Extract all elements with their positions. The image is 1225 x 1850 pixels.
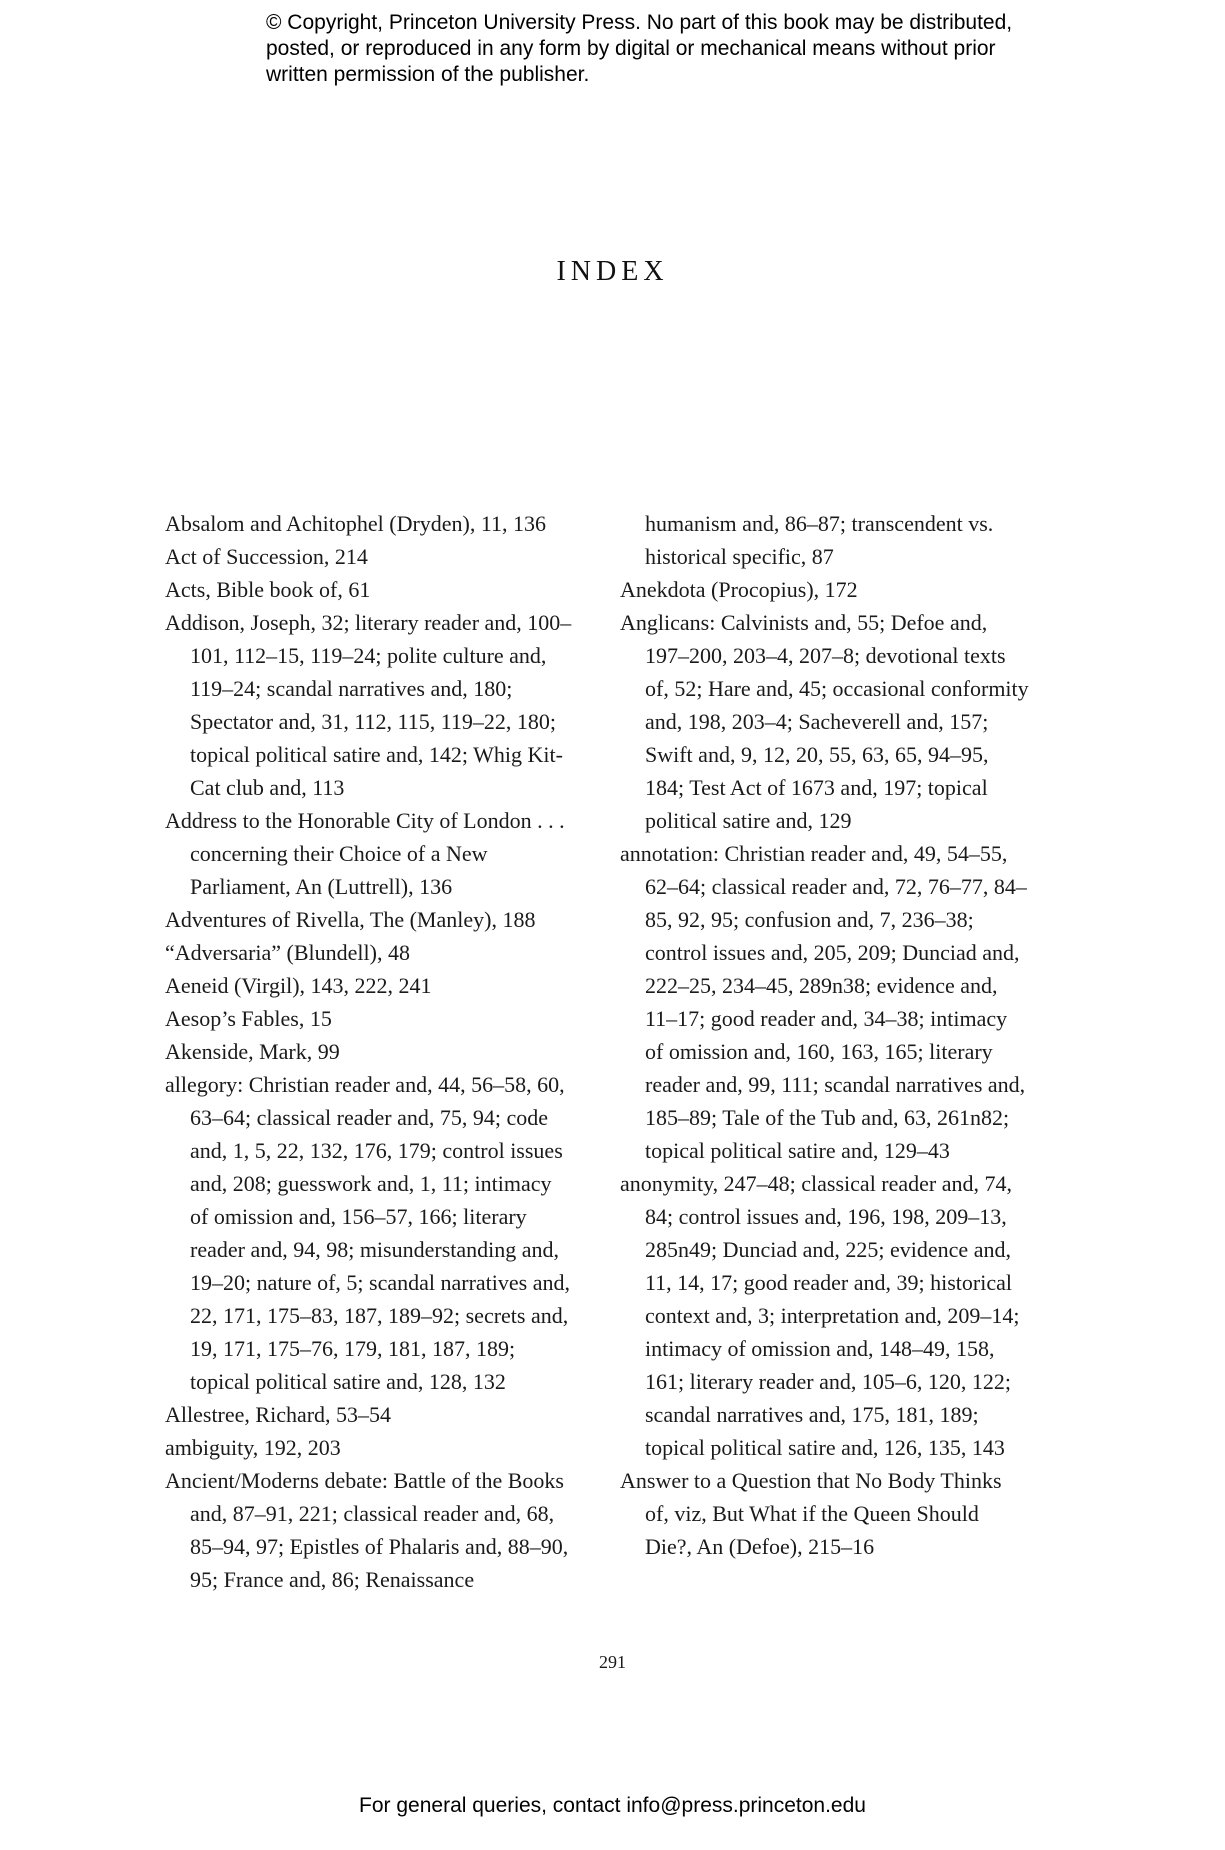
index-column-right <box>620 507 1030 1563</box>
index-entry: Absalom and Achitophel (Dryden), 11, 136 <box>165 511 547 536</box>
index-entry: Akenside, Mark, 99 <box>165 1039 340 1064</box>
index-entry: Address to the Honorable City of London . . . concerning their Choice of a New Parliament, An (Luttrell), 136 <box>165 808 565 899</box>
index-entry-continuation: humanism and, 86–87; transcendent vs. historical specific, 87 <box>645 511 994 569</box>
index-entry: “Adversaria” (Blundell), 48 <box>165 940 410 965</box>
index-entry: ambiguity, 192, 203 <box>165 1435 341 1460</box>
page-number: 291 <box>599 1652 626 1672</box>
index-entry: Answer to a Question that No Body Thinks of, viz, But What if the Queen Should Die?, An (Defoe), 215–16 <box>620 1468 1002 1559</box>
index-entry: Anglicans: Calvinists and, 55; Defoe and, 197–200, 203–4, 207–8; devotional texts of, 52; Hare and, 45; occasional conformity and, 198, 203–4; Sacheverell and, 157; Swift and, 9, 12, 20, 55, 63, 65, 94–95, 184; Test Act of 1673 and, 197; topical political satire and, 129 <box>620 610 1029 833</box>
index-entry: Allestree, Richard, 53–54 <box>165 1402 392 1427</box>
index-entry: annotation: Christian reader and, 49, 54–55, 62–64; classical reader and, 72, 76–77, 84–85, 92, 95; confusion and, 7, 236–38; control issues and, 205, 209; Dunciad and, 222–25, 234–45, 289n38; evidence and, 11–17; good reader and, 34–38; intimacy of omission and, 160, 163, 165; literary reader and, 99, 111; scandal narratives and, 185–89; Tale of the Tub and, 63, 261n82; topical political satire and, 129–43 <box>620 841 1027 1163</box>
index-entry: Ancient/Moderns debate: Battle of the Books and, 87–91, 221; classical reader and, 68, 85–94, 97; Epistles of Phalaris and, 88–90, 95; France and, 86; Renaissance <box>165 1468 569 1592</box>
index-entry: anonymity, 247–48; classical reader and, 74, 84; control issues and, 196, 198, 209–13, 285n49; Dunciad and, 225; evidence and, 11, 14, 17; good reader and, 39; historical context and, 3; interpretation and, 209–14; intimacy of omission and, 148–49, 158, 161; literary reader and, 105–6, 120, 122; scandal narratives and, 175, 181, 189; topical political satire and, 126, 135, 143 <box>620 1171 1020 1460</box>
index-entry: Adventures of Rivella, The (Manley), 188 <box>165 907 536 932</box>
index-entry: Act of Succession, 214 <box>165 544 368 569</box>
index-entry: Acts, Bible book of, 61 <box>165 577 371 602</box>
index-entry: allegory: Christian reader and, 44, 56–58, 60, 63–64; classical reader and, 75, 94; code and, 1, 5, 22, 132, 176, 179; control issues and, 208; guesswork and, 1, 11; intimacy of omission and, 156–57, 166; literary reader and, 94, 98; misunderstanding and, 19–20; nature of, 5; scandal narratives and, 22, 171, 175–83, 187, 189–92; secrets and, 19, 171, 175–76, 179, 181, 187, 189; topical political satire and, 128, 132 <box>165 1072 570 1394</box>
index-entry: Addison, Joseph, 32; literary reader and, 100–101, 112–15, 119–24; polite culture and, 119–24; scandal narratives and, 180; Spectator and, 31, 112, 115, 119–22, 180; topical political satire and, 142; Whig Kit-Cat club and, 113 <box>165 610 572 800</box>
index-column-left <box>165 507 575 1596</box>
index-entry: Anekdota (Procopius), 172 <box>620 577 858 602</box>
index-entry: Aeneid (Virgil), 143, 222, 241 <box>165 973 432 998</box>
page-title: INDEX <box>556 256 669 287</box>
index-entry: Aesop’s Fables, 15 <box>165 1006 332 1031</box>
footer-contact: For general queries, contact info@press.princeton.edu <box>359 1794 866 1817</box>
copyright-notice: © Copyright, Princeton University Press. No part of this book may be distributed, posted, or reproduced in any form by digital or mechanical means without prior written permission of the publisher. <box>266 11 1013 86</box>
